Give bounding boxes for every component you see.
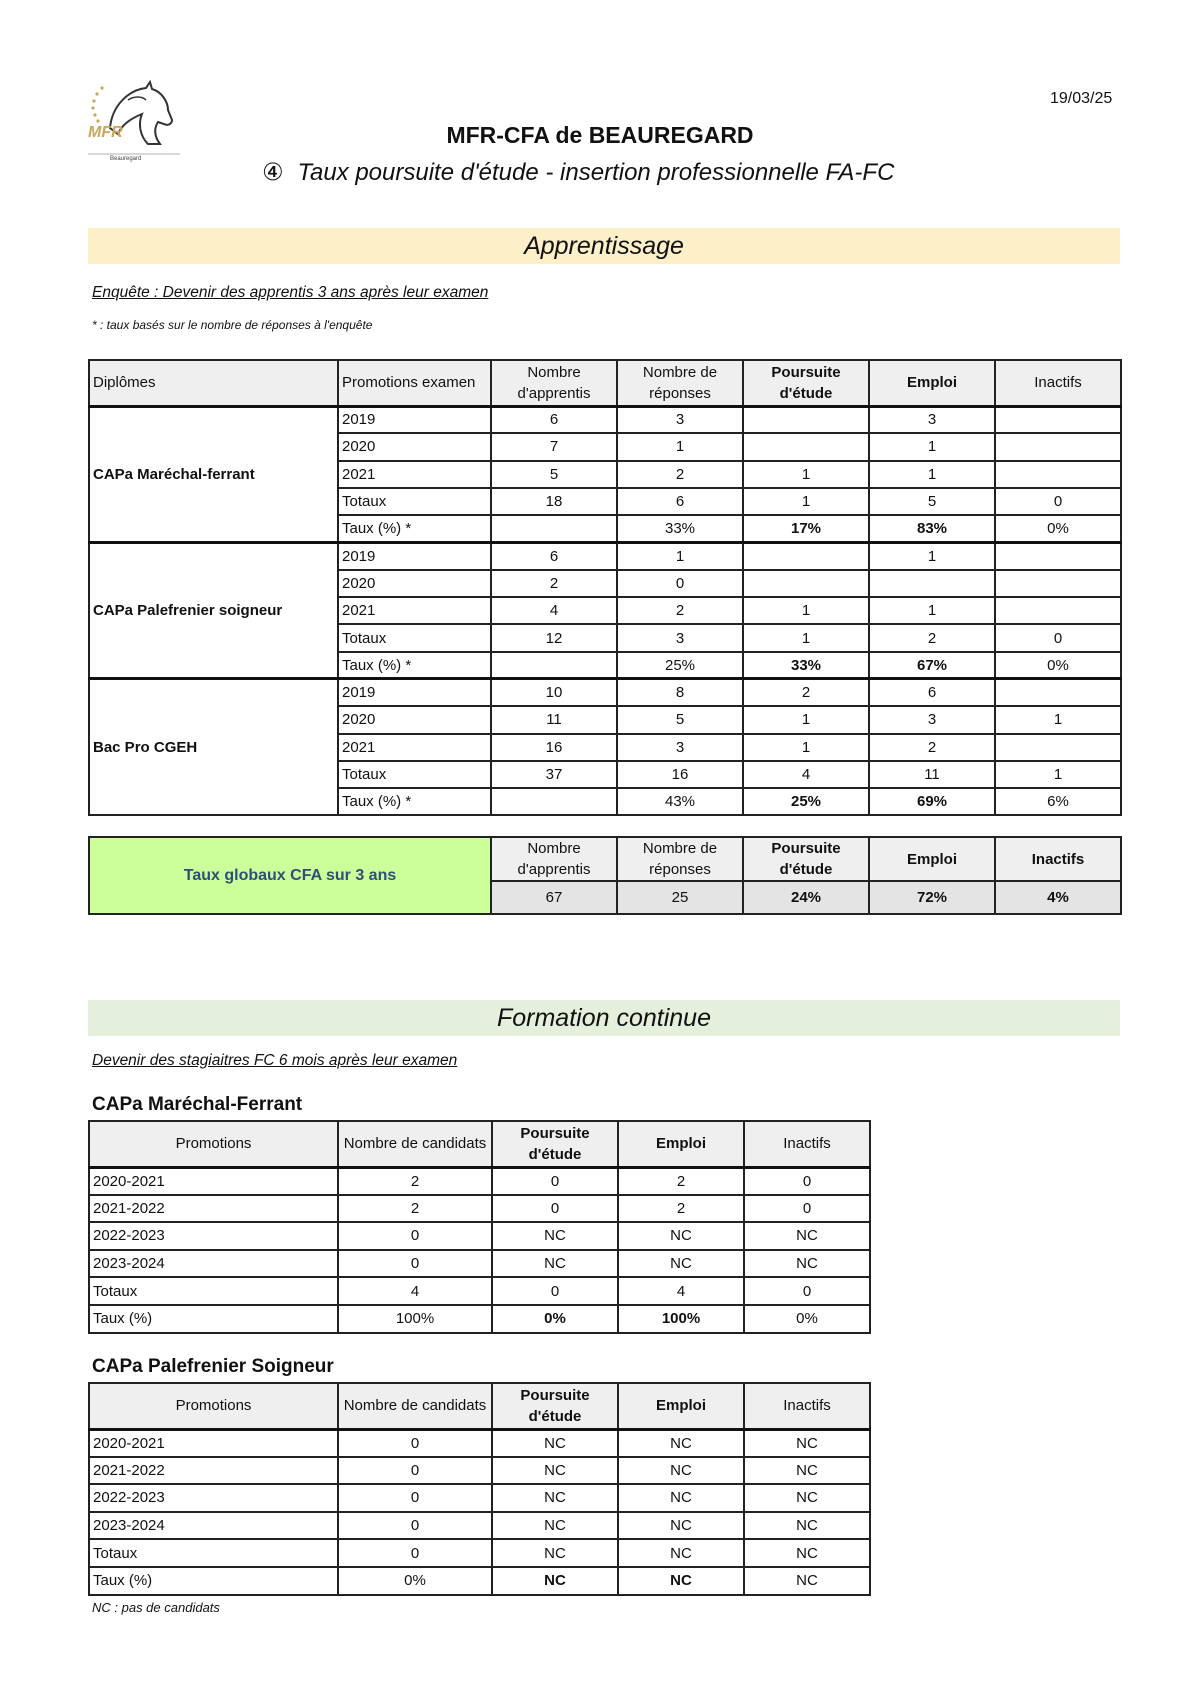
table-cell: 1 [743,706,869,733]
table-cell: 1 [869,461,995,488]
table-cell: 1 [743,624,869,651]
table-cell: 0 [744,1195,870,1223]
table-cell: 18 [491,488,617,515]
table-cell: 33% [743,652,869,679]
table-cell: 0 [995,624,1121,651]
table-row [89,1512,870,1540]
table-cell: 11 [491,706,617,733]
table-cell: NC [618,1250,744,1278]
diploma-cell: CAPa Palefrenier soigneur [89,542,338,678]
table-cell: 0 [995,488,1121,515]
col-header: Poursuite d'étude [492,1383,618,1429]
col-header: Nombre d'apprentis [491,360,617,406]
table-cell: 11 [869,761,995,788]
table-cell: 24% [743,881,869,914]
table-cell: NC [492,1512,618,1540]
table-cell: Totaux [338,761,491,788]
table-cell: 2020 [338,433,491,460]
col-header: Diplômes [89,360,338,406]
table-row [89,1195,870,1223]
table-cell: 0% [995,652,1121,679]
table-row [89,1277,870,1305]
table-cell: 7 [491,433,617,460]
table-row [89,1539,870,1567]
table-cell [743,570,869,597]
table-cell: 1 [869,433,995,460]
table-cell [995,406,1121,433]
formation-continue-caption: Devenir des stagiaitres FC 6 mois après leur examen [92,1052,458,1069]
table-cell: 0% [338,1567,492,1595]
fc-marechal-ferrant-table [88,1120,871,1334]
logo-text: MFR [88,124,123,141]
table-cell: 2 [338,1195,492,1223]
table-cell: 3 [617,734,743,761]
table-cell: 2023-2024 [89,1512,338,1540]
table-cell: 3 [869,706,995,733]
table-cell: NC [744,1250,870,1278]
table-header-row [89,837,1121,881]
table-cell: Totaux [89,1539,338,1567]
table-cell: 25% [743,788,869,815]
table-cell [491,515,617,542]
table-cell: Totaux [338,488,491,515]
table-cell: NC [492,1429,618,1457]
table-cell: 2022-2023 [89,1222,338,1250]
table-cell: 1 [869,597,995,624]
col-header: Promotions [89,1383,338,1429]
table-cell: NC [618,1484,744,1512]
table-cell: 2019 [338,406,491,433]
table-cell: 2 [618,1195,744,1223]
col-header: Inactifs [744,1383,870,1429]
document-date: 19/03/25 [1050,90,1113,107]
table-cell: 3 [617,406,743,433]
table-cell: NC [744,1512,870,1540]
table-cell: 5 [491,461,617,488]
table-cell: NC [492,1222,618,1250]
table-cell: NC [492,1484,618,1512]
table-cell: 4% [995,881,1121,914]
table-cell: 2 [743,679,869,706]
col-header: Nombre de candidats [338,1383,492,1429]
table-cell: 6 [491,542,617,569]
page-subtitle [262,158,894,187]
table-cell [995,734,1121,761]
table-cell: 0% [744,1305,870,1333]
table-cell: NC [618,1457,744,1485]
table-cell: NC [744,1222,870,1250]
col-header: Promotions [89,1121,338,1167]
fc-footnote: NC : pas de candidats [92,1600,220,1615]
table-cell: 2 [869,734,995,761]
table-cell: 1 [743,597,869,624]
table-cell: NC [744,1429,870,1457]
page-title: MFR-CFA de BEAUREGARD [446,122,754,148]
table-cell: 2022-2023 [89,1484,338,1512]
table-cell: 2020 [338,706,491,733]
table-cell: 67 [491,881,617,914]
section-band-apprentissage: Apprentissage [88,228,1120,264]
table-cell: 2023-2024 [89,1250,338,1278]
table-cell: 2 [338,1167,492,1195]
fc-table-title: CAPa Maréchal-Ferrant [92,1094,303,1115]
table-cell: 25% [617,652,743,679]
table-cell: 2021-2022 [89,1195,338,1223]
table-cell: 2020-2021 [89,1167,338,1195]
table-cell: NC [618,1539,744,1567]
table-cell: 6% [995,788,1121,815]
table-cell: 1 [743,461,869,488]
table-cell: 2 [617,597,743,624]
col-header: Nombre d'apprentis [491,837,617,881]
table-cell [995,597,1121,624]
apprentissage-note: * : taux basés sur le nombre de réponses à l'enquête [92,318,373,332]
table-row [89,542,1121,569]
table-cell: 0 [338,1484,492,1512]
table-cell: 1 [743,734,869,761]
table-cell: 1 [869,542,995,569]
table-cell: 1 [617,433,743,460]
table-row [89,1429,870,1457]
table-cell: 72% [869,881,995,914]
table-cell: 2 [491,570,617,597]
table-cell: 25 [617,881,743,914]
table-cell: 2 [618,1167,744,1195]
table-cell: NC [492,1567,618,1595]
col-header: Poursuite d'étude [743,837,869,881]
logo-subtext: Beauregard [110,156,142,162]
table-cell: NC [492,1250,618,1278]
table-cell: NC [492,1539,618,1567]
table-cell: Totaux [338,624,491,651]
table-cell [743,433,869,460]
table-cell: 2019 [338,679,491,706]
table-cell: 0 [338,1250,492,1278]
table-row [89,1457,870,1485]
apprentissage-table [88,359,1122,816]
table-cell: Taux (%) * [338,652,491,679]
table-cell [491,652,617,679]
col-header: Inactifs [744,1121,870,1167]
col-header: Emploi [869,837,995,881]
table-cell: 0% [492,1305,618,1333]
table-row [89,1167,870,1195]
table-cell: Taux (%) [89,1305,338,1333]
table-cell: 2021 [338,597,491,624]
table-cell: NC [744,1457,870,1485]
diploma-cell: Bac Pro CGEH [89,679,338,815]
table-row [89,406,1121,433]
col-header: Nombre de réponses [617,837,743,881]
col-header: Inactifs [995,837,1121,881]
table-cell: NC [618,1512,744,1540]
table-cell: 0 [617,570,743,597]
col-header: Poursuite d'étude [743,360,869,406]
table-cell: 6 [491,406,617,433]
table-cell: 0 [338,1539,492,1567]
table-cell: 0 [492,1277,618,1305]
table-cell [869,570,995,597]
diploma-cell: CAPa Maréchal-ferrant [89,406,338,542]
table-cell: 3 [869,406,995,433]
table-cell: NC [744,1567,870,1595]
table-cell: 43% [617,788,743,815]
table-cell: 2021 [338,734,491,761]
section-band-formation-continue: Formation continue [88,1000,1120,1036]
col-header: Emploi [618,1121,744,1167]
table-cell: 4 [618,1277,744,1305]
circled-number: ④ [262,159,284,186]
table-cell: 100% [618,1305,744,1333]
table-cell: 0 [338,1222,492,1250]
col-header: Nombre de réponses [617,360,743,406]
table-cell: 2021-2022 [89,1457,338,1485]
fc-table-title: CAPa Palefrenier Soigneur [92,1356,334,1377]
table-cell: 4 [338,1277,492,1305]
fc-palefrenier-soigneur-table [88,1382,871,1596]
table-row [89,1484,870,1512]
table-cell [995,433,1121,460]
table-cell: 1 [743,488,869,515]
table-cell: 1 [617,542,743,569]
table-cell: 0 [492,1167,618,1195]
col-header: Promotions examen [338,360,491,406]
table-cell: 12 [491,624,617,651]
col-header: Poursuite d'étude [492,1121,618,1167]
global-rates-label: Taux globaux CFA sur 3 ans [89,837,491,914]
table-cell: 33% [617,515,743,542]
table-cell: NC [618,1567,744,1595]
table-cell [995,542,1121,569]
table-cell [995,679,1121,706]
col-header: Emploi [869,360,995,406]
table-cell: 2019 [338,542,491,569]
table-cell: 6 [617,488,743,515]
table-cell: 2020-2021 [89,1429,338,1457]
table-row [89,1250,870,1278]
table-cell: 2 [869,624,995,651]
table-header-row [89,1383,870,1429]
table-cell: 0% [995,515,1121,542]
table-cell: 1 [995,761,1121,788]
table-cell [995,461,1121,488]
table-cell [491,788,617,815]
subtitle-text: Taux poursuite d'étude - insertion professionnelle FA-FC [297,159,895,186]
table-cell: 0 [338,1512,492,1540]
table-cell: 69% [869,788,995,815]
table-cell: 0 [744,1277,870,1305]
table-cell: 17% [743,515,869,542]
table-cell: Taux (%) [89,1567,338,1595]
table-cell: NC [492,1457,618,1485]
table-cell [743,406,869,433]
table-header-row [89,1121,870,1167]
table-row [89,1567,870,1595]
table-cell: 16 [617,761,743,788]
table-cell: 2021 [338,461,491,488]
table-cell: 3 [617,624,743,651]
table-cell: NC [618,1222,744,1250]
table-row [89,1222,870,1250]
table-cell: 83% [869,515,995,542]
table-header-row [89,360,1121,406]
table-cell: 4 [491,597,617,624]
col-header: Emploi [618,1383,744,1429]
table-cell: 67% [869,652,995,679]
col-header: Nombre de candidats [338,1121,492,1167]
global-rates-table [88,836,1122,915]
table-cell: NC [618,1429,744,1457]
table-cell [995,570,1121,597]
table-cell: 5 [617,706,743,733]
table-cell: 0 [744,1167,870,1195]
col-header: Inactifs [995,360,1121,406]
table-cell: 0 [338,1457,492,1485]
table-cell: 5 [869,488,995,515]
table-cell: 0 [338,1429,492,1457]
table-cell: 0 [492,1195,618,1223]
table-cell [743,542,869,569]
table-cell: 4 [743,761,869,788]
table-cell: 2020 [338,570,491,597]
table-cell: Taux (%) * [338,515,491,542]
table-cell: 16 [491,734,617,761]
table-cell: 8 [617,679,743,706]
table-cell: NC [744,1539,870,1567]
table-cell: 37 [491,761,617,788]
table-cell: 1 [995,706,1121,733]
table-cell: 6 [869,679,995,706]
table-cell: Taux (%) * [338,788,491,815]
table-cell: 10 [491,679,617,706]
table-cell: 100% [338,1305,492,1333]
table-cell: Totaux [89,1277,338,1305]
table-cell: 2 [617,461,743,488]
table-cell: NC [744,1484,870,1512]
apprentissage-caption: Enquête : Devenir des apprentis 3 ans après leur examen [92,284,489,301]
table-row [89,1305,870,1333]
table-row [89,679,1121,706]
